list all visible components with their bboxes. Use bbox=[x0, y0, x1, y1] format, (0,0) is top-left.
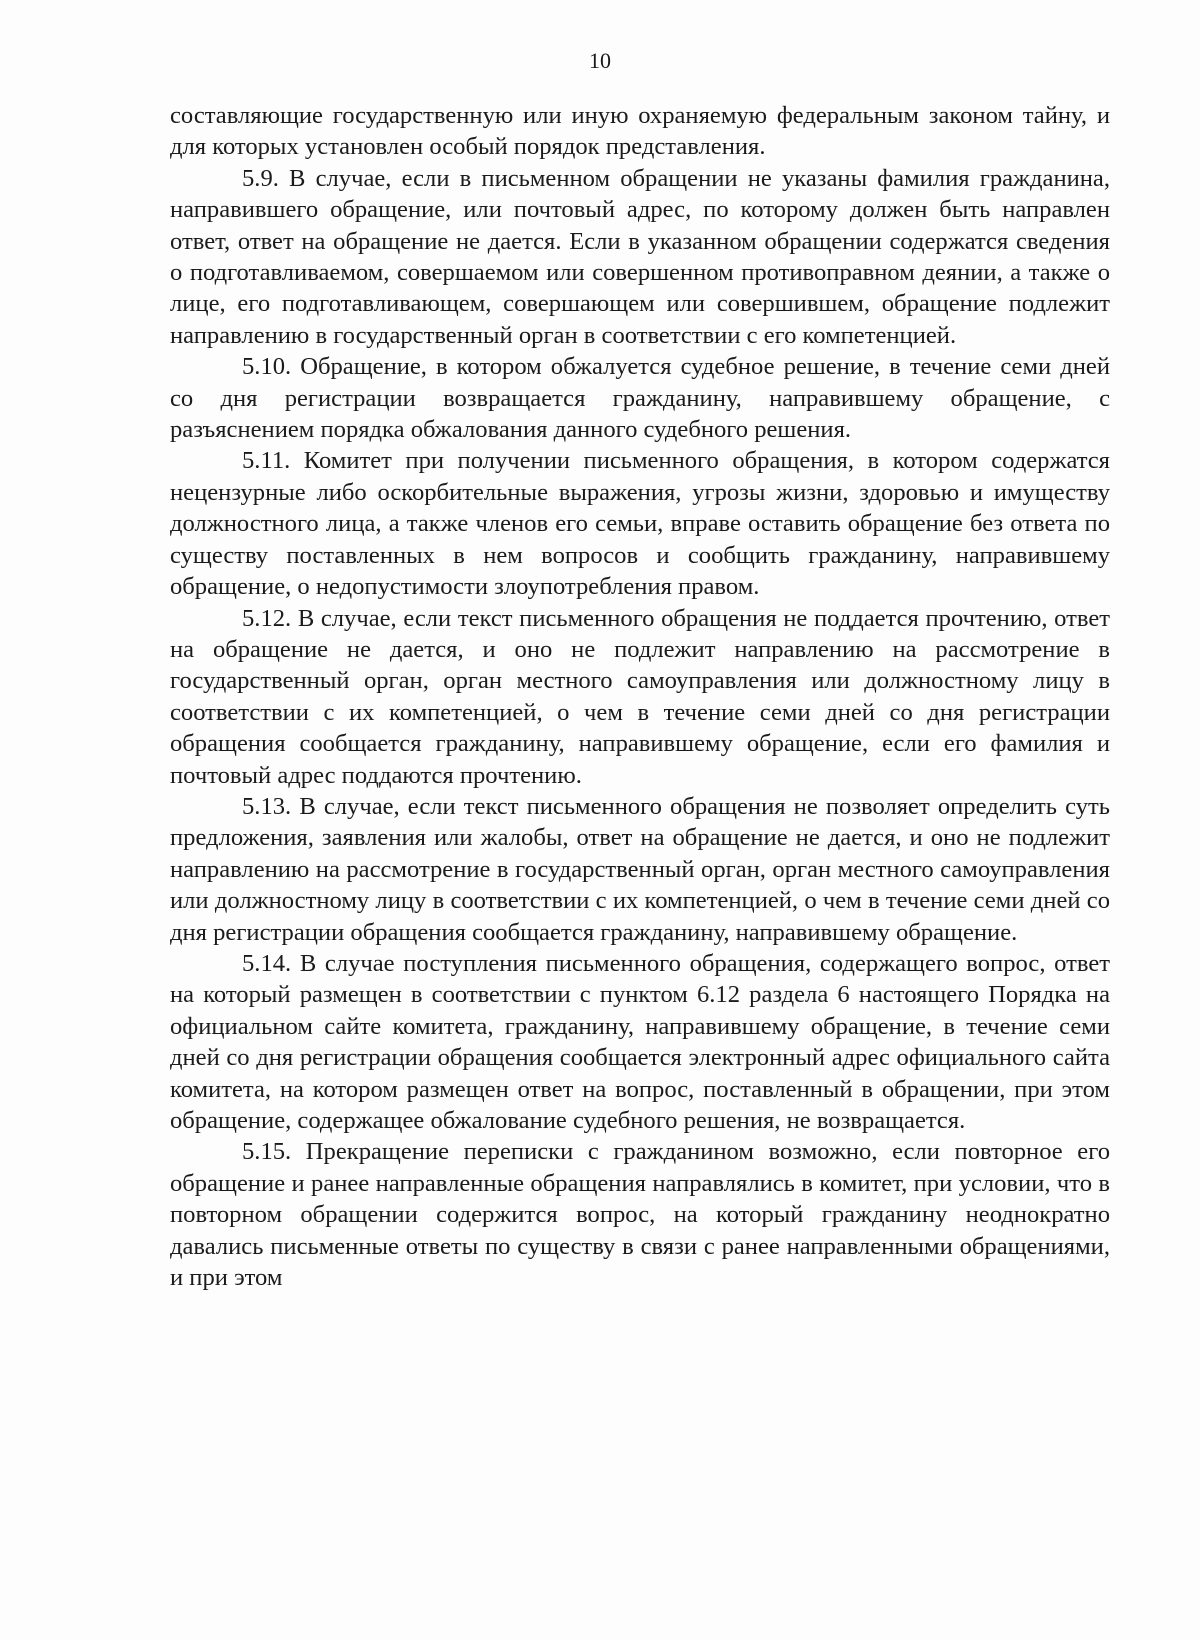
paragraph-5-13: 5.13. В случае, если текст письменного обращения не позволяет определить суть предложения, заявления или жалобы, ответ на обращение не дается, и оно не подлежит направлению на рассмотрение в государственный орган, орган местного самоуправления или должностному лицу в соответствии с их компетенцией, о чем в течение семи дней со дня регистрации обращения сообщается гражданину, направившему обращение. bbox=[170, 792, 1110, 946]
paragraph-5-14: 5.14. В случае поступления письменного обращения, содержащего вопрос, ответ на который размещен в соответствии с пунктом 6.12 раздела 6 настоящего Порядка на официальном сайте комитета, гражданину, направившему обращение, в течение семи дней со дня регистрации обращения сообщается электронный адрес официального сайта комитета, на котором размещен ответ на вопрос, поставленный в обращении, при этом обращение, содержащее обжалование судебного решения, не возвращается. bbox=[170, 949, 1110, 1134]
document-body bbox=[170, 100, 1110, 1293]
paragraph-5-11: 5.11. Комитет при получении письменного обращения, в котором содержатся нецензурные либо оскорбительные выражения, угрозы жизни, здоровью и имуществу должностного лица, а также членов его семьи, вправе оставить обращение без ответа по существу поставленных в нем вопросов и сообщить гражданину, направившему обращение, о недопустимости злоупотребления правом. bbox=[170, 447, 1110, 601]
paragraph-5-9: 5.9. В случае, если в письменном обращении не указаны фамилия гражданина, направившего обращение, или почтовый адрес, по которому должен быть направлен ответ, ответ на обращение не дается. Если в указанном обращении содержатся сведения о подготавливаемом, совершаемом или совершенном противоправном деянии, а также о лице, его подготавливающем, совершающем или совершившем, обращение подлежит направлению в государственный орган в соответствии с его компетенцией. bbox=[170, 164, 1110, 349]
paragraph-5-15: 5.15. Прекращение переписки с гражданином возможно, если повторное его обращение и ранее направленные обращения направлялись в комитет, при условии, что в повторном обращении содержится вопрос, на который гражданину неоднократно давались письменные ответы по существу в связи с ранее направленными обращениями, и при этом bbox=[170, 1138, 1110, 1292]
paragraph-5-12: 5.12. В случае, если текст письменного обращения не поддается прочтению, ответ на обращение не дается, и оно не подлежит направлению на рассмотрение в государственный орган, орган местного самоуправления или должностному лицу в соответствии с их компетенцией, о чем в течение семи дней со дня регистрации обращения сообщается гражданину, направившему обращение, если его фамилия и почтовый адрес поддаются прочтению. bbox=[170, 604, 1110, 789]
paragraph-5-10: 5.10. Обращение, в котором обжалуется судебное решение, в течение семи дней со дня регистрации возвращается гражданину, направившему обращение, с разъяснением порядка обжалования данного судебного решения. bbox=[170, 353, 1110, 444]
page-number: 10 bbox=[589, 48, 611, 73]
paragraph-continuation: составляющие государственную или иную охраняемую федеральным законом тайну, и для которых установлен особый порядок представления. bbox=[170, 102, 1110, 161]
